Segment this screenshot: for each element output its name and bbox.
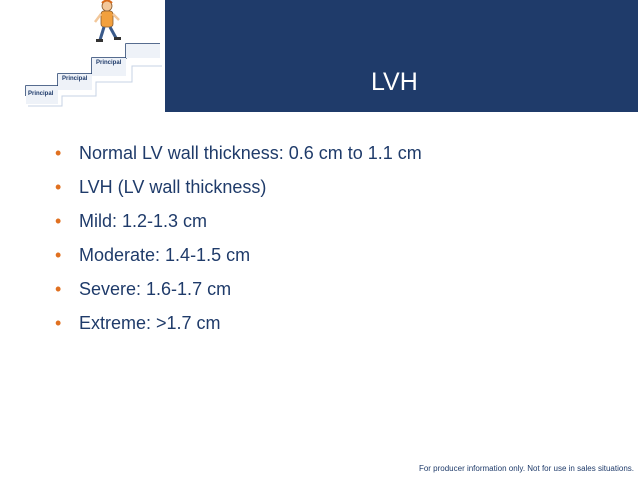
bullet-text: Mild: 1.2-1.3 cm: [79, 211, 208, 231]
list-item: [55, 310, 422, 344]
bullet-marker: •: [55, 279, 62, 299]
principal-logo: [24, 0, 164, 110]
list-item: [55, 208, 422, 242]
bullet-text: Extreme: >1.7 cm: [79, 313, 221, 333]
logo-step-label: Principal: [62, 76, 88, 82]
slide-title: LVH: [371, 68, 418, 96]
list-item: [55, 140, 422, 174]
footer-disclaimer: For producer information only. Not for use in sales situations.: [418, 464, 634, 473]
logo-step-label: Principal: [28, 91, 54, 97]
list-item: [55, 242, 422, 276]
logo-step-4: [126, 44, 160, 58]
bullet-text: Normal LV wall thickness: 0.6 cm to 1.1 cm: [79, 143, 422, 163]
bullet-text: Moderate: 1.4-1.5 cm: [79, 245, 251, 265]
bullet-marker: •: [55, 143, 62, 163]
bullet-marker: •: [55, 245, 62, 265]
list-item: [55, 276, 422, 310]
list-item: [55, 174, 422, 208]
bullet-marker: •: [55, 313, 62, 333]
logo-step-label: Principal: [96, 60, 122, 66]
bullet-list: [55, 140, 422, 344]
bullet-marker: •: [55, 211, 62, 231]
bullet-text: Severe: 1.6-1.7 cm: [79, 279, 232, 299]
logo-figure: [95, 1, 121, 43]
bullet-marker: •: [55, 177, 62, 197]
bullet-text: LVH (LV wall thickness): [79, 177, 267, 197]
